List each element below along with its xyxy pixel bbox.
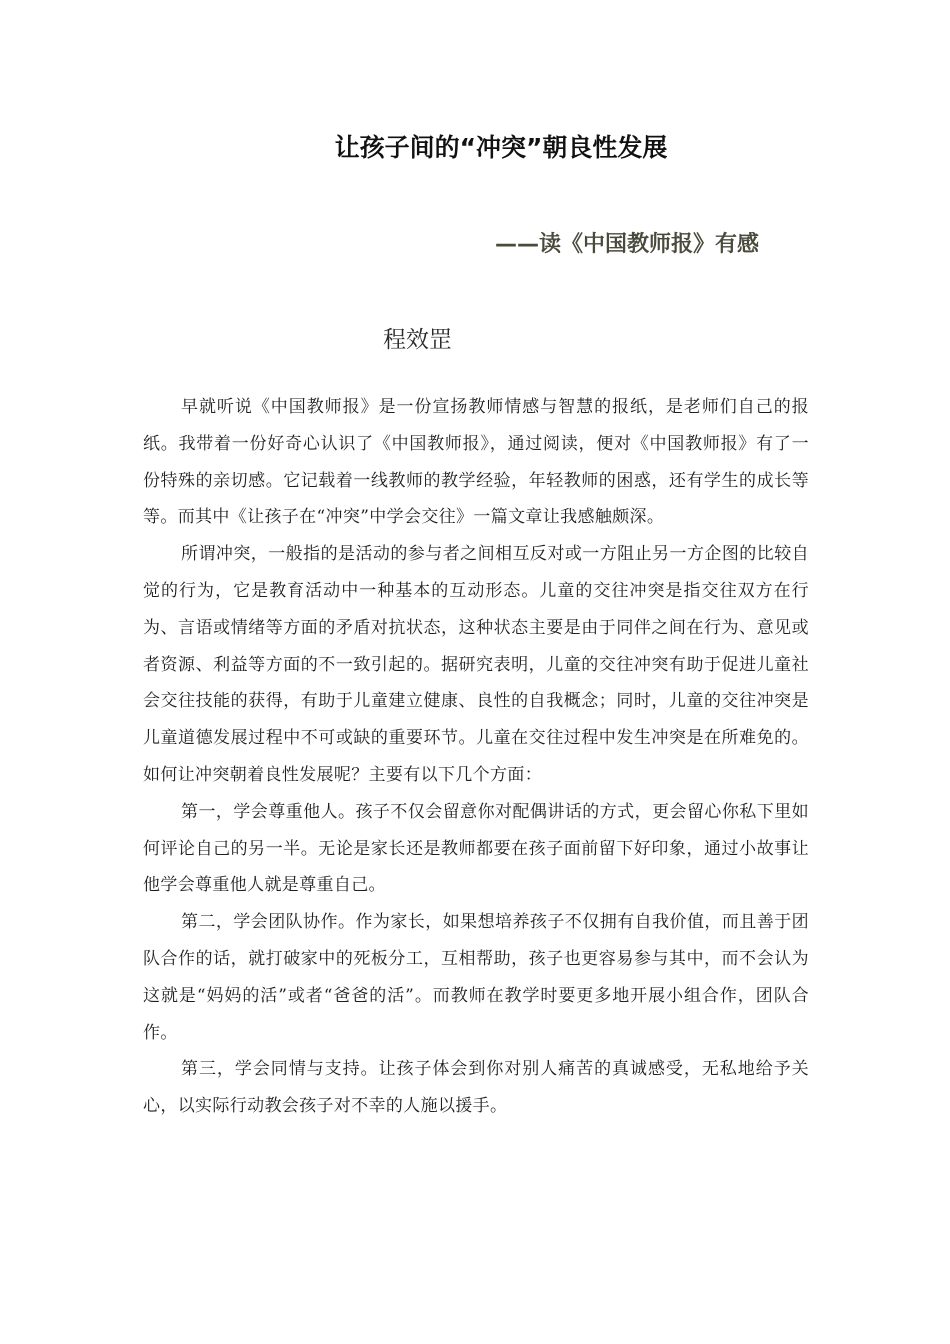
paragraph-point-1: 第一，学会尊重他人。孩子不仅会留意你对配偶讲话的方式，更会留心你私下里如何评论自己的另一半。无论是家长还是教师都要在孩子面前留下好印象，通过小故事让他学会尊重他人就是尊重自己。 [143,801,809,896]
paragraph-definition: 所谓冲突，一般指的是活动的参与者之间相互反对或一方阻止另一方企图的比较自觉的行为，它是教育活动中一种基本的互动形态。儿童的交往冲突是指交往双方在行为、言语或情绪等方面的矛盾对抗状态，这种状态主要是由于同伴之间在行为、意见或者资源、利益等方面的不一致引起的。据研究表明，儿童的交往冲突有助于促进儿童社会交往技能的获得，有助于儿童建立健康、良性的自我概念；同时，儿童的交往冲突是儿童道德发展过程中不可或缺的重要环节。儿童在交往过程中发生冲突是在所难免的。如何让冲突朝着良性发展呢？主要有以下几个方面： [143,544,809,785]
author-name: 程效罡 [383,327,452,353]
paragraph-intro: 早就听说《中国教师报》是一份宣扬教师情感与智慧的报纸，是老师们自己的报纸。我带着一份好奇心认识了《中国教师报》，通过阅读，便对《中国教师报》有了一份特殊的亲切感。它记载着一线教师的教学经验，年轻教师的困惑，还有学生的成长等等。而其中《让孩子在“冲突”中学会交往》一篇文章让我感触颇深。 [143,397,809,528]
article-body [143,389,809,1125]
document-title: 让孩子间的“冲突”朝良性发展 [334,133,668,162]
paragraph-point-3: 第三，学会同情与支持。让孩子体会到你对别人痛苦的真诚感受，无私地给予关心，以实际行动教会孩子对不幸的人施以援手。 [143,1059,809,1117]
document-subtitle: ——读《中国教师报》有感 [495,232,760,257]
paragraph-point-2: 第二，学会团队协作。作为家长，如果想培养孩子不仅拥有自我价值，而且善于团队合作的话，就打破家中的死板分工，互相帮助，孩子也更容易参与其中，而不会认为这就是“妈妈的活”或者“爸爸的活”。而教师在教学时要更多地开展小组合作，团队合作。 [143,912,809,1043]
